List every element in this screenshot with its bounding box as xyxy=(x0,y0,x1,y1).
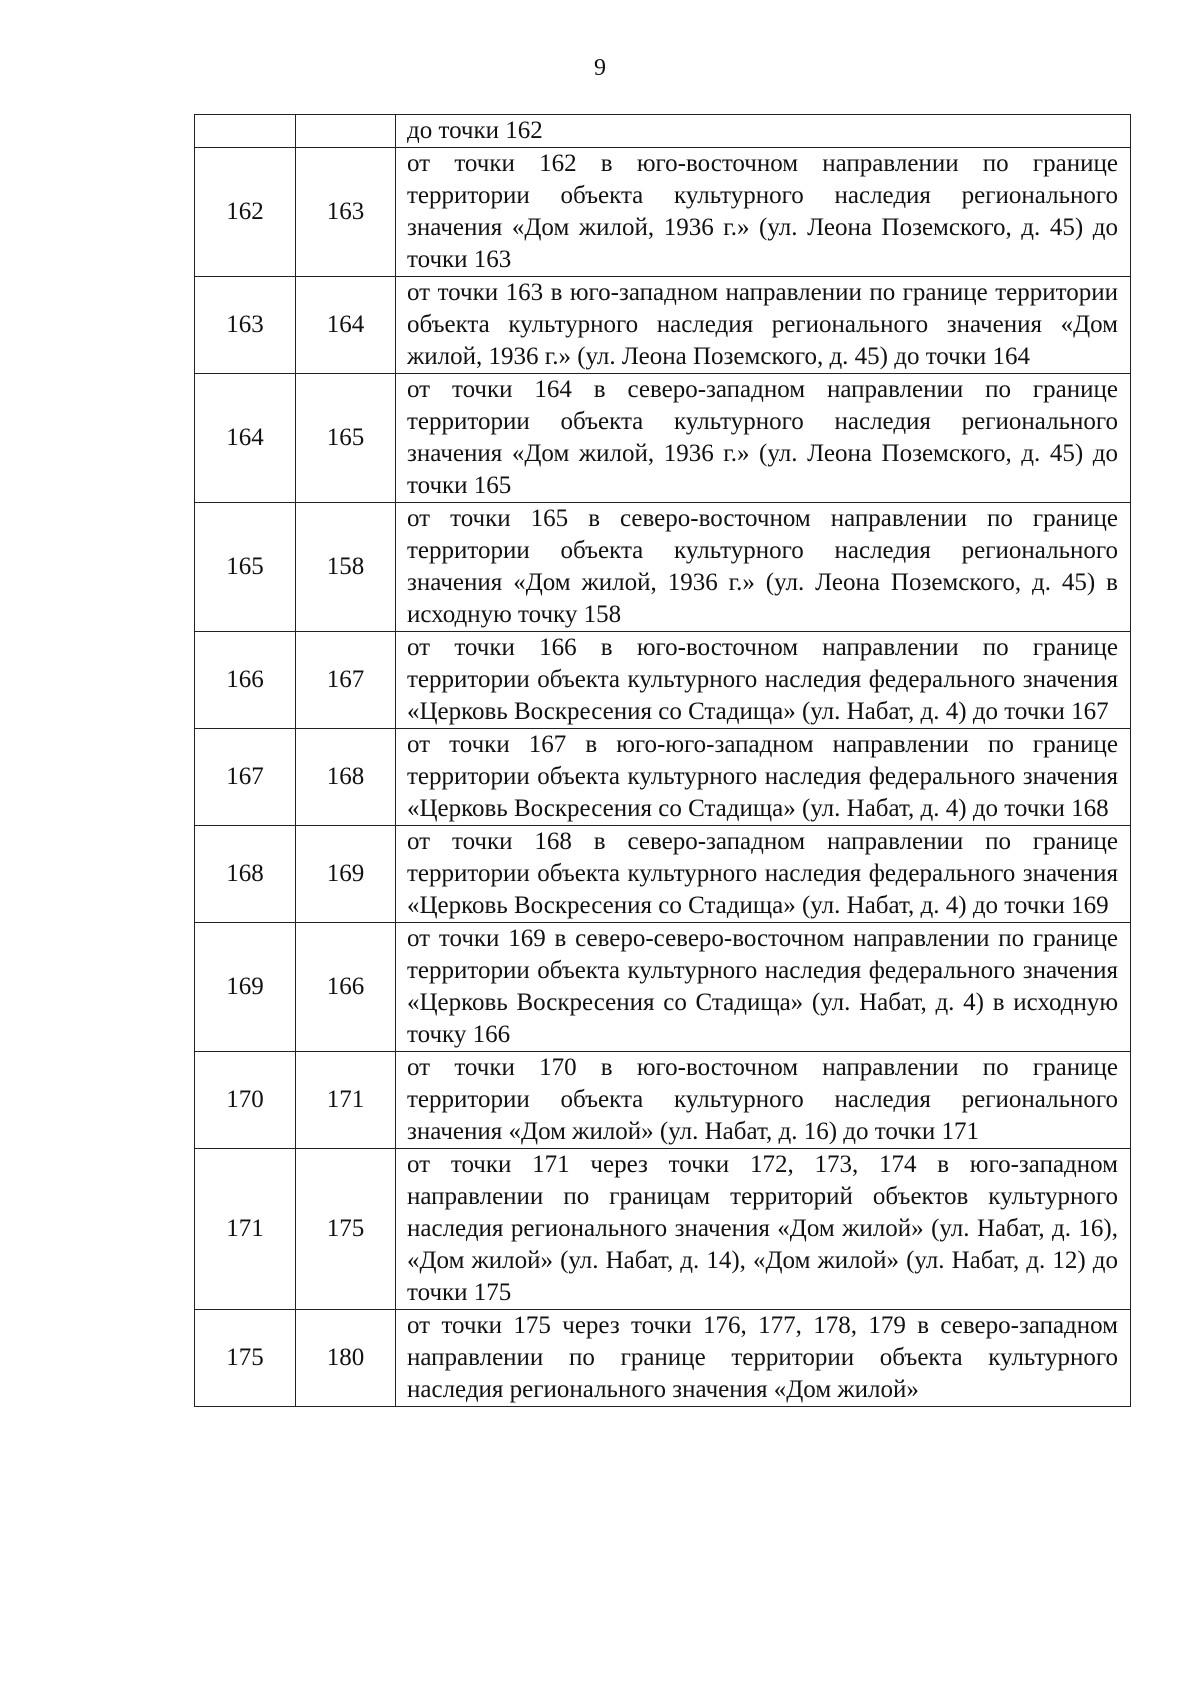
boundary-description-cell: от точки 170 в юго-восточном направлении по границе территории объекта культурного наследия регионального значения «Дом жилой» (ул. Набат, д. 16) до точки 171 xyxy=(396,1052,1131,1149)
boundary-description-cell: от точки 162 в юго-восточном направлении по границе территории объекта культурного наследия регионального значения «Дом жилой, 1936 г.» (ул. Леона Поземского, д. 45) до точки 163 xyxy=(396,148,1131,277)
to-point-cell: 171 xyxy=(296,1052,396,1149)
boundary-description-cell: от точки 171 через точки 172, 173, 174 в юго-западном направлении по границам территорий объектов культурного наследия регионального значения «Дом жилой» (ул. Набат, д. 16), «Дом жилой» (ул. Набат, д. 14), «Дом жилой» (ул. Набат, д. 12) до точки 175 xyxy=(396,1149,1131,1310)
from-point-cell: 163 xyxy=(195,277,296,374)
to-point-cell xyxy=(296,115,396,148)
boundary-description-cell: от точки 169 в северо-северо-восточном направлении по границе территории объекта культурного наследия федерального значения «Церковь Воскресения со Стадища» (ул. Набат, д. 4) в исходную точку 166 xyxy=(396,923,1131,1052)
table-row xyxy=(195,1052,1131,1149)
boundary-description-cell: до точки 162 xyxy=(396,115,1131,148)
boundary-description-cell: от точки 164 в северо-западном направлении по границе территории объекта культурного наследия регионального значения «Дом жилой, 1936 г.» (ул. Леона Поземского, д. 45) до точки 165 xyxy=(396,374,1131,503)
boundary-description-cell: от точки 165 в северо-восточном направлении по границе территории объекта культурного наследия регионального значения «Дом жилой, 1936 г.» (ул. Леона Поземского, д. 45) в исходную точку 158 xyxy=(396,503,1131,632)
from-point-cell: 167 xyxy=(195,729,296,826)
to-point-cell: 166 xyxy=(296,923,396,1052)
table-row xyxy=(195,923,1131,1052)
table-row xyxy=(195,729,1131,826)
table-row xyxy=(195,374,1131,503)
table-row xyxy=(195,1310,1131,1407)
to-point-cell: 164 xyxy=(296,277,396,374)
to-point-cell: 158 xyxy=(296,503,396,632)
table-row xyxy=(195,826,1131,923)
to-point-cell: 169 xyxy=(296,826,396,923)
from-point-cell: 162 xyxy=(195,148,296,277)
boundary-description-cell: от точки 166 в юго-восточном направлении по границе территории объекта культурного наследия федерального значения «Церковь Воскресения со Стадища» (ул. Набат, д. 4) до точки 167 xyxy=(396,632,1131,729)
to-point-cell: 175 xyxy=(296,1149,396,1310)
table-row xyxy=(195,148,1131,277)
table-row xyxy=(195,503,1131,632)
from-point-cell xyxy=(195,115,296,148)
to-point-cell: 168 xyxy=(296,729,396,826)
boundary-description-cell: от точки 167 в юго-юго-западном направлении по границе территории объекта культурного наследия федерального значения «Церковь Воскресения со Стадища» (ул. Набат, д. 4) до точки 168 xyxy=(396,729,1131,826)
page-number: 9 xyxy=(594,55,606,81)
from-point-cell: 171 xyxy=(195,1149,296,1310)
from-point-cell: 170 xyxy=(195,1052,296,1149)
from-point-cell: 168 xyxy=(195,826,296,923)
to-point-cell: 163 xyxy=(296,148,396,277)
from-point-cell: 164 xyxy=(195,374,296,503)
boundary-description-cell: от точки 168 в северо-западном направлении по границе территории объекта культурного наследия федерального значения «Церковь Воскресения со Стадища» (ул. Набат, д. 4) до точки 169 xyxy=(396,826,1131,923)
from-point-cell: 175 xyxy=(195,1310,296,1407)
to-point-cell: 167 xyxy=(296,632,396,729)
boundary-description-cell: от точки 175 через точки 176, 177, 178, 179 в северо-западном направлении по границе территории объекта культурного наследия регионального значения «Дом жилой» xyxy=(396,1310,1131,1407)
boundary-table xyxy=(194,114,1131,1407)
table-row xyxy=(195,632,1131,729)
from-point-cell: 169 xyxy=(195,923,296,1052)
table-row xyxy=(195,1149,1131,1310)
boundary-description-cell: от точки 163 в юго-западном направлении по границе территории объекта культурного наследия регионального значения «Дом жилой, 1936 г.» (ул. Леона Поземского, д. 45) до точки 164 xyxy=(396,277,1131,374)
from-point-cell: 166 xyxy=(195,632,296,729)
table-row xyxy=(195,277,1131,374)
to-point-cell: 165 xyxy=(296,374,396,503)
from-point-cell: 165 xyxy=(195,503,296,632)
table-row xyxy=(195,115,1131,148)
to-point-cell: 180 xyxy=(296,1310,396,1407)
